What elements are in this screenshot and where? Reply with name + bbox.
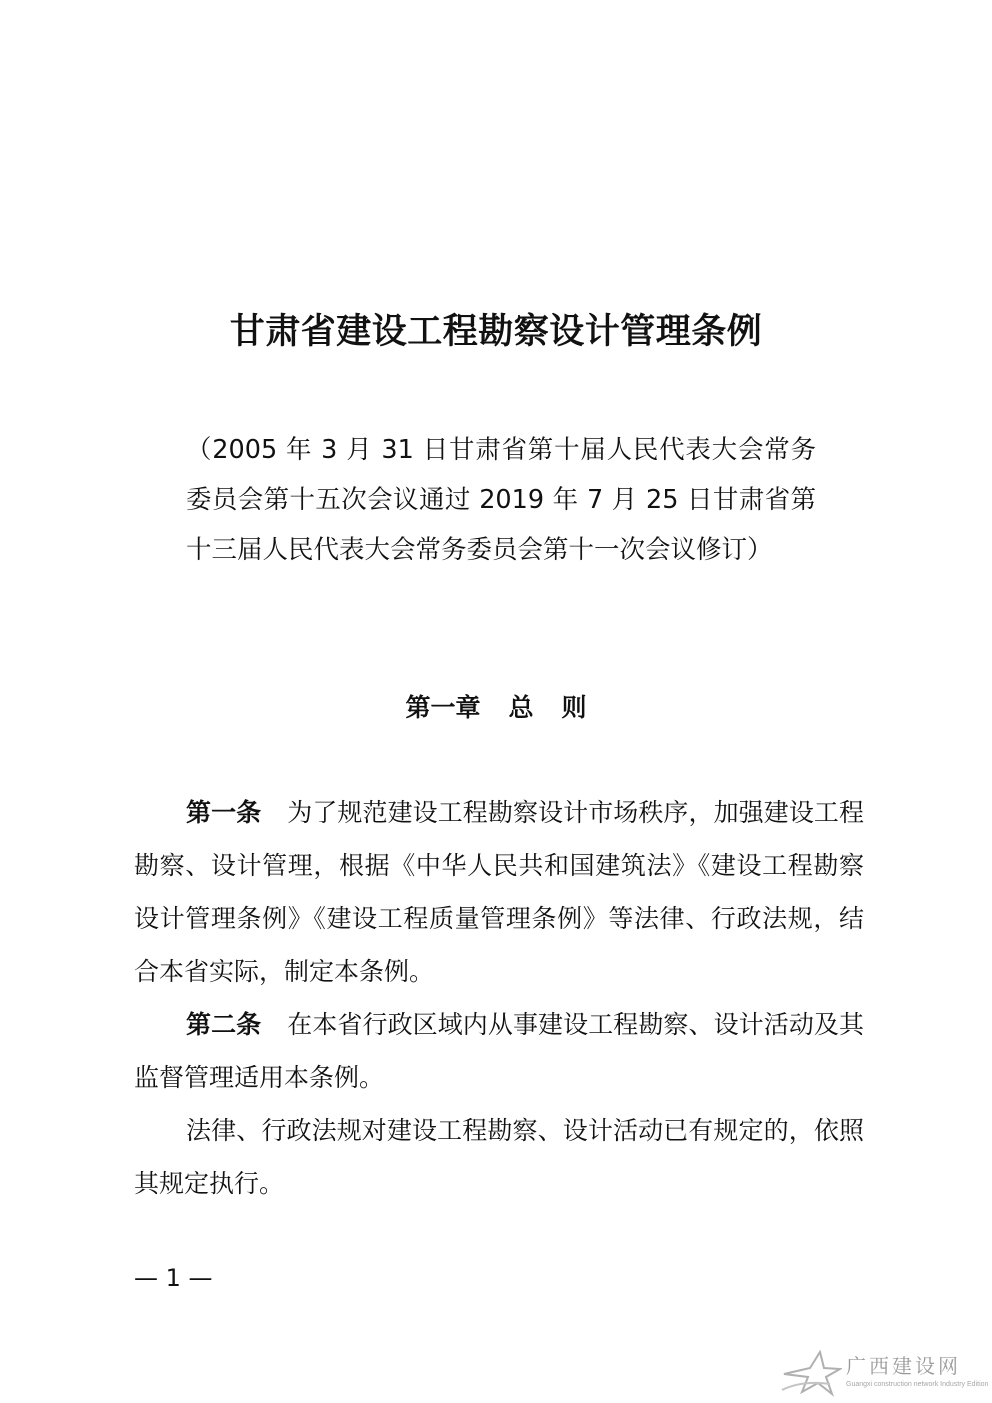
watermark-subtitle: Guangxi construction network Industry Edition [846,1381,989,1388]
watermark [780,1350,989,1398]
article-1-number: 第一条 [186,798,262,827]
chapter-word-2: 则 [561,693,587,722]
document-title: 甘肃省建设工程勘察设计管理条例 [229,312,763,352]
watermark-name: 广西建设网 [846,1354,961,1378]
chapter-word-1: 总 [508,693,534,722]
article-2-text: 在本省行政区域内从事建设工程勘察、设计活动及其监督管理适用本条例。 [134,1010,864,1092]
article-2 [134,998,864,1104]
adoption-note: （2005 年 3 月 31 日甘肃省第十届人民代表大会常务委员会第十五次会议通过 2019 年 7 月 25 日甘肃省第十三届人民代表大会常务委员会第十一次会议修订） [186,435,816,565]
chapter-prefix: 第一章 [405,693,481,722]
article-1 [134,786,864,998]
star-logo-icon [780,1350,842,1398]
page-number: — 1 — [134,1264,213,1292]
article-1-text: 为了规范建设工程勘察设计市场秩序，加强建设工程勘察、设计管理，根据《中华人民共和国建筑法》《建设工程勘察设计管理条例》《建设工程质量管理条例》等法律、行政法规，结合本省实际，制定本条例。 [134,798,864,986]
article-2-paragraph-2: 法律、行政法规对建设工程勘察、设计活动已有规定的，依照其规定执行。 [134,1116,864,1198]
chapter-heading [0,684,992,732]
document-body [134,786,864,1210]
article-2-number: 第二条 [186,1010,262,1039]
